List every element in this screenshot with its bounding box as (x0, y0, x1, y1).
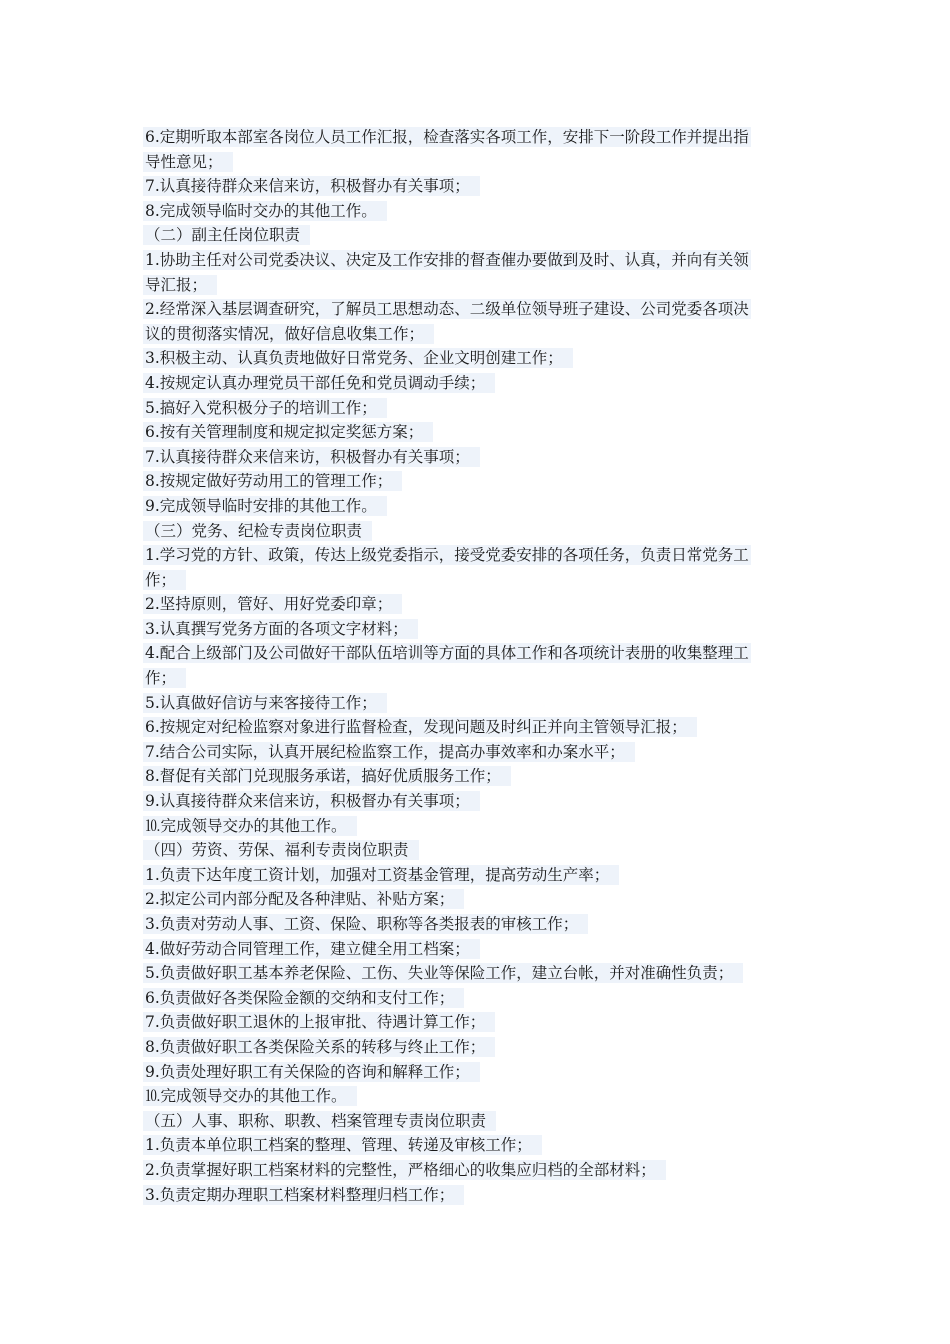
text-line: 作； (143, 666, 808, 691)
text-line: 9.认真接待群众来信来访，积极督办有关事项； (143, 789, 808, 814)
section-heading: （四）劳资、劳保、福利专责岗位职责 (143, 838, 808, 863)
text-line: 3.认真撰写党务方面的各项文字材料； (143, 617, 808, 642)
text-line: 8.按规定做好劳动用工的管理工作； (143, 469, 808, 494)
text-line: 7.负责做好职工退休的上报审批、待遇计算工作； (143, 1010, 808, 1035)
text-line: 6.定期听取本部室各岗位人员工作汇报，检查落实各项工作，安排下一阶段工作并提出指 (145, 128, 749, 146)
text-line: 4.配合上级部门及公司做好干部队伍培训等方面的具体工作和各项统计表册的收集整理工 (145, 644, 749, 663)
text-line: 议的贯彻落实情况，做好信息收集工作； (143, 322, 808, 347)
text-line: 8.完成领导临时交办的其他工作。 (143, 199, 808, 224)
document-body (143, 125, 808, 1207)
text-line: 4.按规定认真办理党员干部任免和党员调动手续； (143, 371, 808, 396)
text-line: 1.协助主任对公司党委决议、决定及工作安排的督查催办要做到及时、认真，并向有关领 (145, 250, 749, 269)
text-line: 2.拟定公司内部分配及各种津贴、补贴方案； (143, 887, 808, 912)
text-line: 6.负责做好各类保险金额的交纳和支付工作； (143, 986, 808, 1011)
text-line: 6.按有关管理制度和规定拟定奖惩方案； (143, 420, 808, 445)
text-line: 5.搞好入党积极分子的培训工作； (143, 396, 808, 421)
text-line: 9.完成领导临时安排的其他工作。 (143, 494, 808, 519)
text-line: 2.坚持原则，管好、用好党委印章； (143, 592, 808, 617)
text-line: 1.学习党的方针、政策，传达上级党委指示，接受党委安排的各项任务，负责日常党务工 (145, 546, 749, 565)
text-line: 2.负责掌握好职工档案材料的完整性，严格细心的收集应归档的全部材料； (143, 1158, 808, 1183)
text-line: 导性意见； (143, 150, 808, 175)
text-line: 2.经常深入基层调查研究，了解员工思想动态、二级单位领导班子建设、公司党委各项决 (145, 300, 749, 319)
text-line: 3.积极主动、认真负责地做好日常党务、企业文明创建工作； (143, 346, 808, 371)
text-line: 作； (143, 568, 808, 593)
text-line: 9.负责处理好职工有关保险的咨询和解释工作； (143, 1060, 808, 1085)
text-line: 4.做好劳动合同管理工作，建立健全用工档案； (143, 937, 808, 962)
text-line: ⒑完成领导交办的其他工作。 (143, 1084, 808, 1109)
text-line: 7.认真接待群众来信来访，积极督办有关事项； (143, 445, 808, 470)
text-line: 1.负责下达年度工资计划，加强对工资基金管理，提高劳动生产率； (143, 863, 808, 888)
text-line: 3.负责对劳动人事、工资、保险、职称等各类报表的审核工作； (143, 912, 808, 937)
text-line: 5.认真做好信访与来客接待工作； (143, 691, 808, 716)
text-line: 8.督促有关部门兑现服务承诺，搞好优质服务工作； (143, 764, 808, 789)
text-line: 7.认真接待群众来信来访，积极督办有关事项； (143, 174, 808, 199)
text-line: 6.按规定对纪检监察对象进行监督检查，发现问题及时纠正并向主管领导汇报； (143, 715, 808, 740)
text-line: 3.负责定期办理职工档案材料整理归档工作； (143, 1183, 808, 1208)
text-line: ⒑完成领导交办的其他工作。 (143, 814, 808, 839)
section-heading: （三）党务、纪检专责岗位职责 (143, 519, 808, 544)
text-line: 7.结合公司实际，认真开展纪检监察工作，提高办事效率和办案水平； (143, 740, 808, 765)
section-heading: （二）副主任岗位职责 (143, 223, 808, 248)
text-line: 1.负责本单位职工档案的整理、管理、转递及审核工作； (143, 1133, 808, 1158)
text-line: 导汇报； (143, 273, 808, 298)
section-heading: （五）人事、职称、职教、档案管理专责岗位职责 (143, 1109, 808, 1134)
text-line: 8.负责做好职工各类保险关系的转移与终止工作； (143, 1035, 808, 1060)
text-line: 5.负责做好职工基本养老保险、工伤、失业等保险工作，建立台帐，并对准确性负责； (143, 961, 808, 986)
